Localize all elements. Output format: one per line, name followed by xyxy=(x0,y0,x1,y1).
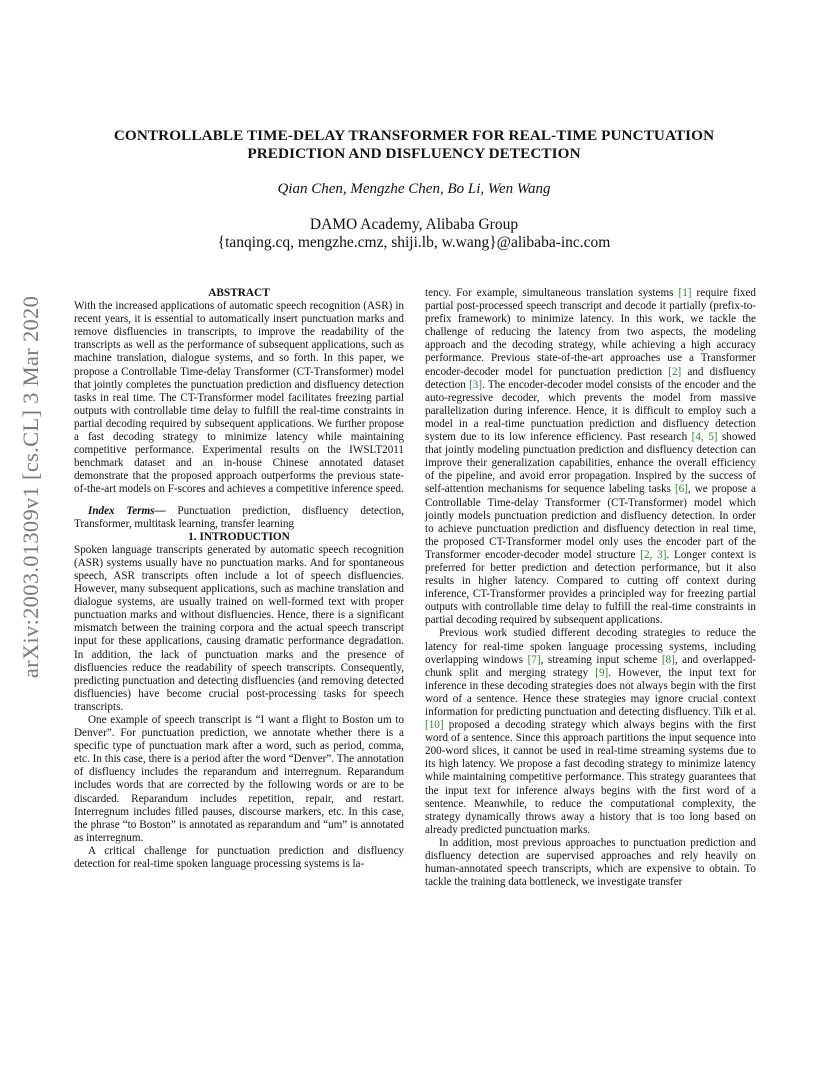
body-text: , streaming input scheme xyxy=(540,653,662,666)
body-text: . Longer context is preferred for better prediction and detection performance, but it also results in higher latency. Compared to cutting off context during inference, CT-Transformer provides a principled way for freezing partial outputs with controllable time delay to fulfill the real-time constraints in partial decoding required by subsequent applications. xyxy=(425,548,756,627)
right-paragraph-1 xyxy=(425,287,756,627)
body-text: Previous work studied different decoding strategies to reduce the latency for real-time spoken language processing systems, including overlapping windows xyxy=(425,627,756,666)
introduction-heading: 1. INTRODUCTION xyxy=(188,530,290,543)
intro-paragraph-1: Spoken language transcripts generated by automatic speech recognition (ASR) systems usually have no punctuation marks. And for spontaneous speech, ASR transcripts often include a lot of speech disfluencies. However, many subsequent applications, such as machine translation and dialogue systems, are usually trained on well-formed text with proper punctuation marks and without disfluencies. Hence, there is a significant mismatch between the training corpora and the actual speech transcript input for these applications, causing dramatic performance degradation. In addition, the lack of punctuation marks and the presence of disfluencies reduce the readability of speech transcripts. Consequently, predicting punctuation and detecting disfluencies (and removing detected disfluencies) have become crucial post-processing tasks for speech transcripts. xyxy=(74,543,404,713)
citation-link[interactable]: [6] xyxy=(674,483,688,496)
citation-link[interactable]: [8] xyxy=(661,653,675,666)
citation-link[interactable]: [7] xyxy=(527,653,541,666)
index-terms xyxy=(74,505,404,531)
left-column xyxy=(74,287,404,871)
arxiv-sidebar xyxy=(18,292,44,682)
body-text: tency. For example, simultaneous translation systems xyxy=(425,287,679,299)
title-line-1: CONTROLLABLE TIME-DELAY TRANSFORMER FOR REAL-TIME PUNCTUATION xyxy=(113,127,715,144)
affiliation: DAMO Academy, Alibaba Group xyxy=(309,216,519,233)
citation-link[interactable]: [2] xyxy=(668,365,682,378)
body-text: require fixed partial post-processed speech transcript and decode it partially (prefix-to-prefix framework) to minimize latency. In this work, we tackle the challenge of reducing the latency from two aspects, the modeling approach and the decoding strategy, while achieving a high accuracy performance. Previous state-of-the-art approaches use a Transformer encoder-decoder model for punctuation prediction xyxy=(425,287,757,378)
body-text: , and overlapped-chunk split and merging strategy xyxy=(425,653,756,679)
body-text: showed that jointly modeling punctuation prediction and disfluency detection can improve their generalization capabilities, enhance the overall efficiency of the pipeline, and avoid error propagation. Inspired by the success of self-attention mechanisms for sequence labeling tasks xyxy=(425,431,756,496)
index-terms-label: Index Terms— xyxy=(88,504,166,517)
citation-link[interactable]: [4, 5] xyxy=(691,431,718,444)
body-text: proposed a decoding strategy which always begins with the first word of a sentence. Since this approach partitions the input sequence into 200-word slices, it cannot be used in real-time streaming systems due to its high latency. We propose a fast decoding strategy to minimize latency while maintaining competitive performance. This strategy guarantees that the input text for inference always begins with the first word of a sentence. Meanwhile, to reduce the computational complexity, the strategy dynamically throws away a history that is too long based on already predicted punctuation marks. xyxy=(425,719,756,836)
title-line-2: PREDICTION AND DISFLUENCY DETECTION xyxy=(247,145,581,162)
body-text: and disfluency detection xyxy=(425,365,756,391)
citation-link[interactable]: [10] xyxy=(425,719,444,732)
body-text: . However, the input text for inference in these decoding strategies does not always begin with the first word of a sentence. Hence these strategies may ignore crucial context information for predicting punctuation and detecting disfluency. Tilk et al. xyxy=(425,666,756,718)
arxiv-identifier: arXiv:2003.01309v1 [cs.CL] 3 Mar 2020 xyxy=(18,295,43,679)
body-text: . The encoder-decoder model consists of the encoder and the auto-regressive decoder, which prevents the model from massive parallelization during inference. Hence, it is difficult to employ such a model in a real-time punctuation prediction and disfluency detection system due to its low inference efficiency. Past research xyxy=(425,378,756,444)
citation-link[interactable]: [9] xyxy=(595,666,609,679)
citation-link[interactable]: [3] xyxy=(469,378,483,391)
author-emails: {tanqing.cq, mengzhe.cmz, shiji.lb, w.wang}@alibaba-inc.com xyxy=(217,234,611,251)
citation-link[interactable]: [2, 3] xyxy=(640,548,667,561)
intro-paragraph-3: A critical challenge for punctuation prediction and disfluency detection for real-time spoken language processing systems is la- xyxy=(74,844,404,871)
paper-title xyxy=(60,127,768,163)
citation-link[interactable]: [1] xyxy=(678,287,692,299)
right-paragraph-3: In addition, most previous approaches to punctuation prediction and disfluency detection are supervised approaches and rely heavily on human-annotated speech transcripts, which are expensive to obtain. To tackle the training data bottleneck, we investigate transfer xyxy=(425,836,756,889)
abstract-heading: ABSTRACT xyxy=(208,287,270,299)
abstract-text: With the increased applications of automatic speech recognition (ASR) in recent years, it is essential to automatically insert punctuation marks and remove disfluencies in transcripts, to improve the readability of the transcripts as well as the performance of subsequent applications, such as machine translation, dialogue systems, and so forth. In this paper, we propose a Controllable Time-delay Transformer (CT-Transformer) model that jointly completes the punctuation prediction and disfluency detection tasks in real time. The CT-Transformer model facilitates freezing partial outputs with controllable time delay to fulfill the real-time constraints in partial decoding required by subsequent applications. We further propose a fast decoding strategy to minimize latency while maintaining competitive performance. Experimental results on the IWSLT2011 benchmark dataset and an in-house Chinese annotated dataset demonstrate that the proposed approach outperforms the previous state-of-the-art models on F-scores and achieves a competitive inference speed. xyxy=(74,300,404,496)
body-text: , we propose a Controllable Time-delay Transformer (CT-Transformer) model which jointly models punctuation prediction and disfluency detection. In order to achieve punctuation prediction and disfluency detection in real time, the proposed CT-Transformer model only uses the encoder part of the Transformer encoder-decoder model structure xyxy=(425,483,756,561)
intro-paragraph-2: One example of speech transcript is “I want a flight to Boston um to Denver”. For punctuation prediction, we annotate whether there is a specific type of punctuation mark after a word, such as period, comma, etc. In this case, there is a period after the word “Denver”. The annotation of disfluency includes the reparandum and interregnum. Reparandum includes words that are corrected by the following words or are to be discarded. Reparandum includes repetition, repair, and restart. Interregnum includes filled pauses, discourse markers, etc. In this case, the phrase “to Boston” is annotated as reparandum and “um” is annotated as interregnum. xyxy=(74,714,404,844)
author-list: Qian Chen, Mengzhe Chen, Bo Li, Wen Wang xyxy=(277,181,551,197)
right-paragraph-2 xyxy=(425,627,756,837)
index-terms-text: Punctuation prediction, disfluency detection, Transformer, multitask learning, transfer learning xyxy=(74,504,404,530)
right-column xyxy=(425,287,756,889)
